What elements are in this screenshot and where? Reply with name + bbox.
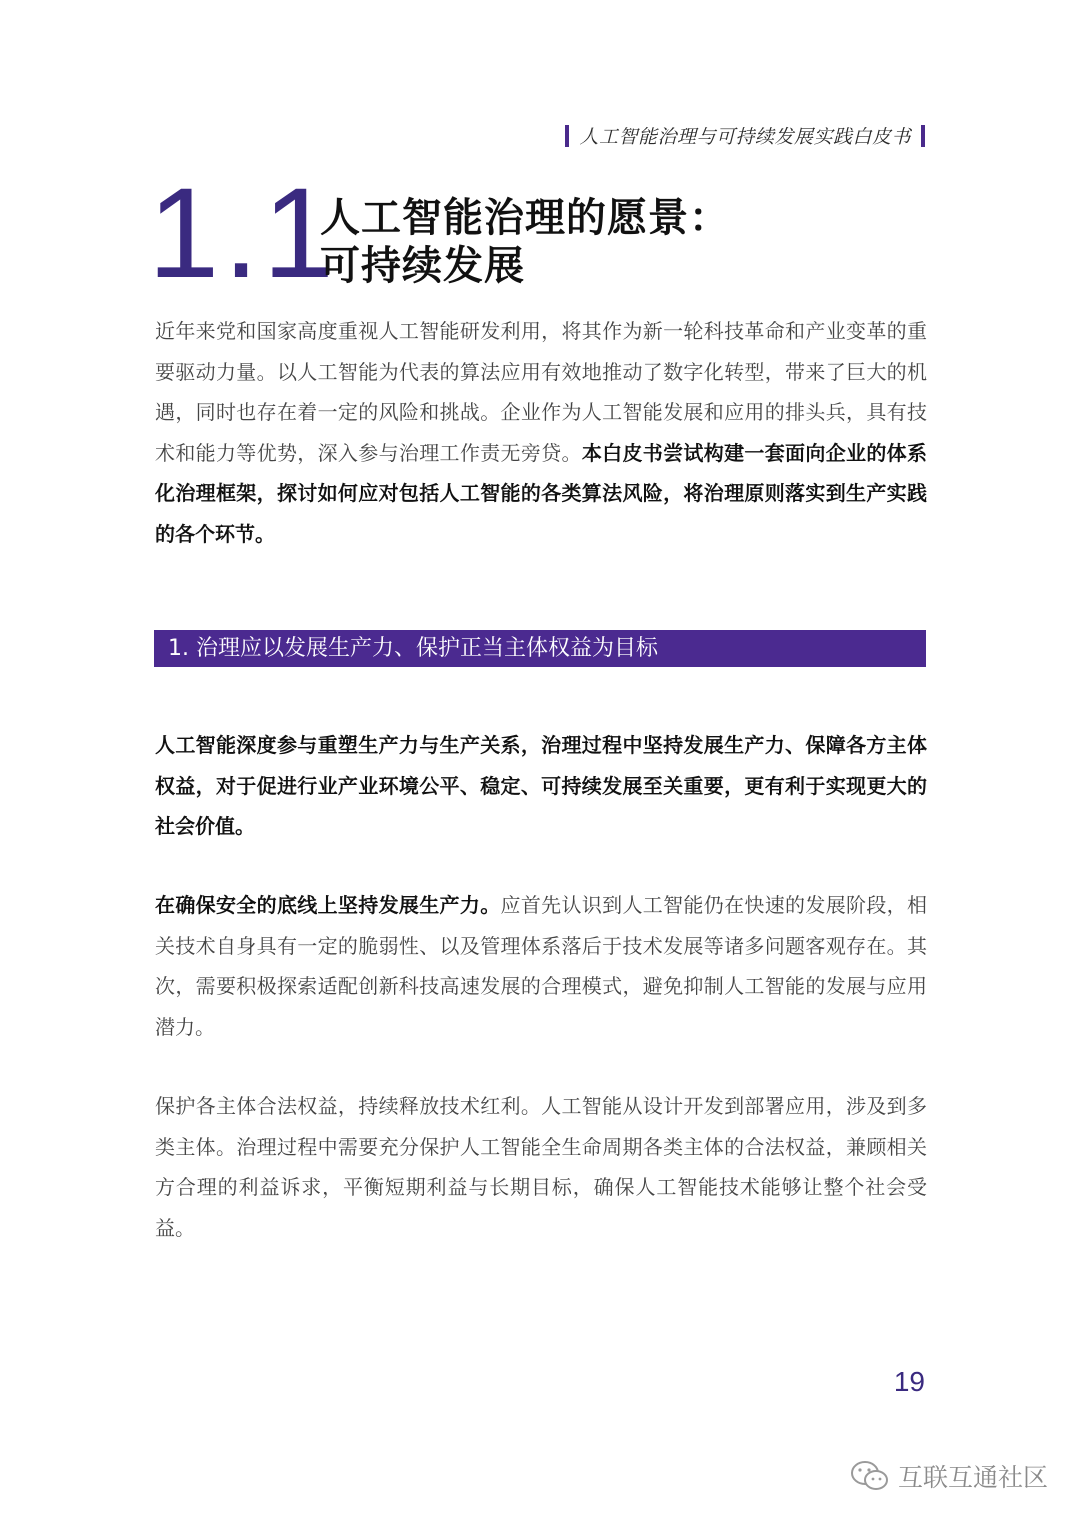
paragraph-2: 人工智能深度参与重塑生产力与生产关系，治理过程中坚持发展生产力、保障各方主体权益，对于促进行业产业环境公平、稳定、可持续发展至关重要，更有利于实现更大的社会价值。 — [155, 733, 927, 838]
header-bar-right — [921, 125, 925, 147]
running-header-title: 人工智能治理与可持续发展实践白皮书 — [579, 126, 911, 148]
paragraph-4: 保护各主体合法权益，持续释放技术红利。人工智能从设计开发到部署应用，涉及到多类主体。治理过程中需要充分保护人工智能全生命周期各类主体的合法权益，兼顾相关方合理的利益诉求，平衡短期利益与长期目标，确保人工智能技术能够让整个社会受益。 — [155, 1094, 927, 1240]
intro-paragraph — [155, 311, 927, 554]
paragraph-3-text: 应首先认识到人工智能仍在快速的发展阶段，相关技术自身具有一定的脆弱性、以及管理体系落后于技术发展等诸多问题客观存在。其次，需要积极探索适配创新科技高速发展的合理模式，避免抑制人工智能的发展与应用潜力。 — [155, 893, 928, 1039]
running-header — [565, 122, 925, 149]
section-title — [320, 194, 730, 290]
paragraph-3-bold: 在确保安全的底线上坚持发展生产力。 — [155, 893, 501, 917]
section-title-line1: 人工智能治理的愿景： — [320, 195, 730, 241]
watermark — [850, 1458, 1048, 1494]
subsection-banner: 1. 治理应以发展生产力、保护正当主体权益为目标 — [154, 630, 926, 667]
section-number: 1.1 — [148, 162, 338, 305]
header-bar-left — [565, 125, 569, 147]
section-title-line2: 可持续发展 — [320, 243, 525, 289]
watermark-text: 互联互通社区 — [897, 1463, 1048, 1492]
intro-bold-text: 本白皮书尝试构建一套面向企业的体系化治理框架，探讨如何应对包括人工智能的各类算法风险，将治理原则落实到生产实践的各个环节。 — [155, 440, 928, 546]
page-number: 19 — [893, 1366, 925, 1397]
paragraph-3 — [155, 885, 927, 1047]
intro-text: 近年来党和国家高度重视人工智能研发利用，将其作为新一轮科技革命和产业变革的重要驱动力量。以人工智能为代表的算法应用有效地推动了数字化转型，带来了巨大的机遇，同时也存在着一定的风险和挑战。企业作为人工智能发展和应用的排头兵，具有技术和能力等优势，深入参与治理工作责无旁贷。 — [155, 319, 927, 465]
wechat-icon — [850, 1459, 890, 1493]
